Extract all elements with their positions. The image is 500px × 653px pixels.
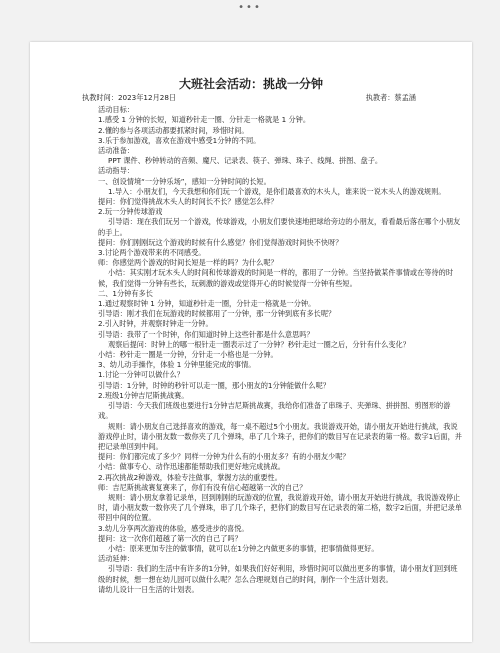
body-text: 提问：你们觉得挑战木头人的时间长不长？感觉怎么样？ [98,197,278,207]
body-text: 2.玩一分钟传球游戏 [98,207,163,217]
body-text: 小结：做事专心、动作迅速都能帮助我们更好地完成挑战。 [98,462,285,472]
body-text: 引导语：现在我们玩另一个游戏，传球游戏，小朋友们要快速地把球给旁边的小朋友，看看最后落在哪个小朋友的手上。 [98,217,461,237]
body-text: 提问：这一次你们超越了第一次的自己了吗？ [98,533,242,543]
body-text: 提问：你们都完成了多少？同样一分钟为什么有的小朋友多？有的小朋友少呢？ [98,452,350,462]
section-heading: 活动目标： [98,105,134,115]
step-heading: 二、1分钟有多长 [98,288,153,298]
body-text: 2.再次挑战2种游戏，体验专注做事，掌握方法的重要性。 [98,472,282,482]
body-text: 提问：你们刚刚玩这个游戏的时候有什么感觉？你们觉得游戏时间快不快呀？ [98,237,343,247]
meta-row [38,93,464,103]
body-text: 请幼儿设计一日生活的计划表。 [98,584,199,594]
teaching-time: 执教时间：2023年12月28日 [82,93,177,102]
body-text: 规则：请小朋友拿着记录单，回到刚刚的玩游戏的位置，我说游戏开始，请小朋友开始进行挑战，我说游戏停止时，请小朋友数一数你夹了几个弹珠，串了几个珠子，把你们的数目写在记录表的第二格，数字2后面，并把记录单带回中间的位置。 [98,492,462,523]
more-dots-icon[interactable]: ••• [238,2,262,13]
body-text: 小结：其实刚才玩木头人的时间和传球游戏的时间是一样的，都用了一分钟。当坚持做某件事情或在等待的时候，我们觉得一分钟有些长，玩刺激的游戏或觉得开心的时候觉得一分钟有些短。 [98,268,454,288]
goal-line: 3.乐于参加游戏，喜欢在游戏中感受1分钟的不同。 [98,135,261,145]
body-text: 规则：请小朋友自己选择喜欢的游戏，每一桌不超过5个小朋友。我说游戏开始，请小朋友开始进行挑战，我说游戏停止时，请小朋友数一数你夹了几个弹珠，串了几个珠子，把你们的数目写在记录表的第一格。数字1后面，并把记录单回到中间。 [98,421,462,451]
prep-line: PPT 课件、秒钟转动的音频、魔尺、记录表、筷子、弹珠、珠子、线绳、拼图、盘子。 [108,156,383,166]
body-text: 3.幼儿分享两次游戏的体验，感受进步的喜悦。 [98,523,249,533]
body-text: 引导语：1分钟，时钟的秒针可以走一圈，那小朋友的1分钟能做什么呢？ [98,380,330,390]
teacher-name: 执教者：蔡孟涵 [365,93,416,102]
body-text: 小结：秒针走一圈是一分钟，分针走一小格也是一分钟。 [98,350,278,360]
section-heading: 活动延伸： [98,554,134,564]
body-text: 引导语：今天我们班级也要进行1分钟吉尼斯挑战赛，我给你们准备了串珠子、夹弹珠、拼拼图、剪图形的游戏。 [98,401,451,421]
step-heading: 一、创设情境“一分钟乐场”，感知一分钟时间的长短。 [98,176,271,186]
document-title: 大班社会活动：挑战一分钟 [178,77,323,91]
body-text: 1.导入：小朋友们，今天我想和你们玩一个游戏，是你们最喜欢的木头人，谁来说一说木头人的游戏规则。 [108,186,446,196]
body-text: 2.引入时钟，并观察时钟走一分钟。 [98,319,213,329]
body-text: 3.讨论两个游戏带来的不同感受。 [98,248,206,258]
body-text: 观察后提问：时钟上的哪一根针走一圈表示过了一分钟？秒针走过一圈之后，分针有什么变化？ [108,339,410,349]
body-text: 小结：原来更加专注的做事情，就可以在1分钟之内做更多的事情，把事情做得更好。 [108,543,379,553]
body-text: 引导语：我带了一个时钟，你们知道时钟上这些针都是什么意思吗？ [98,329,314,339]
section-heading: 活动准备： [98,146,134,156]
step-heading: 3、幼儿动手操作，体验 1 分钟里能完成的事情。 [98,360,256,370]
body-text: 1.讨论一分钟可以做什么？ [98,370,184,380]
goal-line: 1.感受 1 分钟的长短，知道秒针走一圈、分针走一格就是 1 分钟。 [98,115,311,125]
body-text: 引导语：我们的生活中有许多的1分钟，如果我们好好利用，珍惜时间可以做出更多的事情，请小朋友们回到班级的时候，想一想在幼儿园可以做什么呢？怎么合理规划自己的时间，制作一个生活计划表。 [98,564,458,584]
body-text: 引导语：刚才我们在玩游戏的时候都用了一分钟，那一分钟到底有多长呢？ [98,309,336,319]
goal-line: 2.懂的参与各项活动都要抓紧时间，珍惜时间。 [98,125,249,135]
body-text: 师：你感觉两个游戏的时间长短是一样的吗？为什么呢？ [98,258,278,268]
section-heading: 活动指导： [98,166,134,176]
body-text: 2.班级1分钟吉尼斯挑战赛。 [98,390,189,400]
body-text: 1.通过观察时钟 1 分钟，知道秒针走一圈，分针走一格就是一分钟。 [98,299,316,309]
body-text: 师：吉尼斯挑战赛复赛来了，你们有没有信心超越第一次的自己？ [98,482,307,492]
top-bar [0,0,500,22]
document-content [38,42,464,642]
